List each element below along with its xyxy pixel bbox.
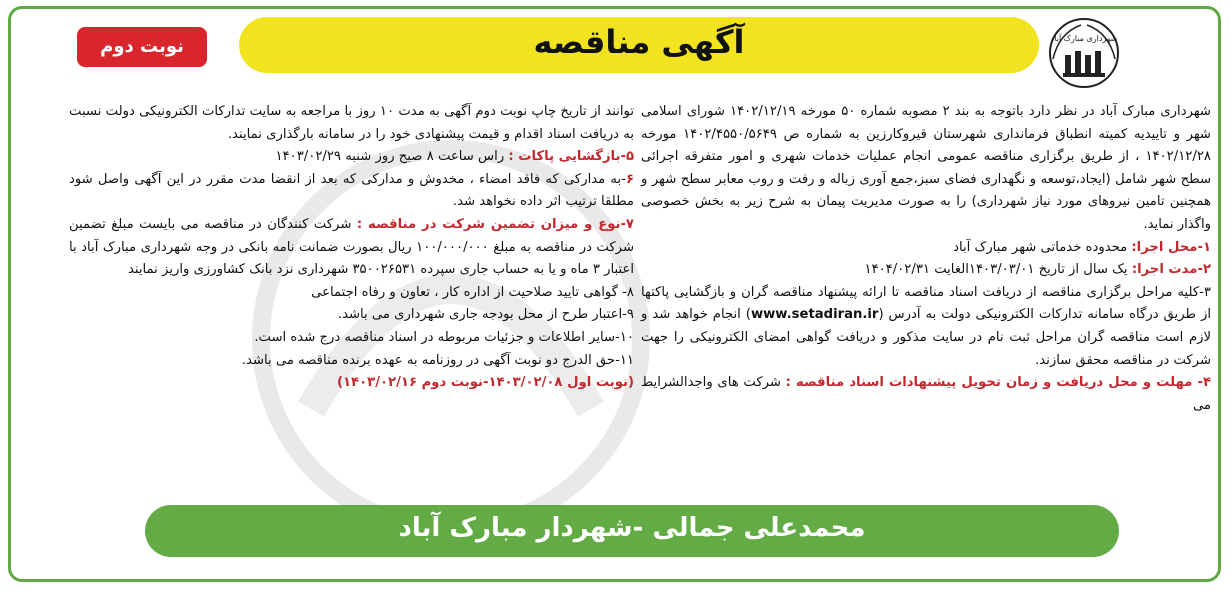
item-2-label: ۲-مدت اجرا: (1131, 262, 1211, 278)
svg-text:شهرداری مبارک آباد: شهرداری مبارک آباد (1050, 34, 1118, 43)
item-6 (69, 169, 634, 214)
item-6-text: -به مدارکی که فاقد امضاء ، مخدوش و مدارکی که بعد از انقضا مدت مقرر در این آگهی واصل شود مطلقا ترتیب اثر داده نخواهد شد. (69, 171, 634, 210)
item-3-text-2: ) انجام خواهد شد و لازم است مناقصه گران مراحل ثبت نام در سایت مذکور و دریافت گواهی امضای الکترونیکی را جهت شرکت در مناقصه محقق سازند. (641, 307, 1211, 368)
item-5 (69, 146, 634, 169)
right-column (641, 101, 1211, 417)
signature-bar (145, 505, 1119, 557)
item-9: ۹-اعتبار طرح از محل بودجه جاری شهرداری می باشد. (337, 307, 634, 323)
second-notice-badge: نوبت دوم (77, 27, 207, 67)
mayor-signature: محمدعلی جمالی -شهردار مبارک آباد (398, 513, 866, 543)
item-7-label: ۷-نوع و میزان تضمین شرکت در مناقصه : (356, 216, 634, 232)
intro-paragraph: شهرداری مبارک آباد در نظر دارد باتوجه به بند ۲ مصوبه شماره ۵۰ مورخه ۱۴۰۲/۱۲/۱۹ شورای اسلامی شهر و تاییدیه کمیته انطباق فرمانداری شهرستان قیروکارزین به شماره ص ۱۴۰۲/۴۵۵۰/۵۶۴۹ مورخه ۱۴۰۲/۱۲/۲۸ ، از طریق برگزاری مناقصه عمومی انجام عملیات خدمات شهری و امور متفرقه اجرائی سطح شهر شامل (ایجاد،توسعه و نگهداری فضای سبز،جمع آوری زباله و رفت و روب معابر سطح شهر و همچنین تامین نیروهای مورد نیاز شهرداری) را به صورت مدیریت پیمان به شرح زیر به بخش خصوصی واگذار نماید. (641, 104, 1211, 232)
item-5-text: راس ساعت ۸ صبح روز شنبه ۱۴۰۳/۰۲/۲۹ (275, 149, 505, 165)
item-7-text: شرکت کنندگان در مناقصه می بایست مبلغ تضمین شرکت در مناقصه به مبلغ ۱۰۰/۰۰۰/۰۰۰ ریال بصورت ضمانت نامه بانکی در وجه شهرداری مبارک آباد با اعتبار ۳ ماه و یا به حساب جاری سپرده ۳۵۰۰۲۶۵۳۱ شهرداری نزد بانک کشاورزی واریز نمایند (69, 216, 634, 278)
item-3-text: ۳-کلیه مراحل برگزاری مناقصه از دریافت اسناد مناقصه تا ارائه پیشنهاد مناقصه گران و بازگشایی پاکتها از طریق درگاه سامانه تدارکات الکترونیکی دولت به آدرس ( (641, 284, 1211, 323)
item-10: ۱۰-سایر اطلاعات و جزئیات مربوطه در اسناد مناقصه درج شده است. (254, 329, 634, 345)
logo-emblem-icon (1039, 13, 1129, 93)
item-1-text: محدوده خدماتی شهر مبارک آباد (953, 239, 1128, 255)
item-2-text: یک سال از تاریخ ۱۴۰۳/۰۳/۰۱الغایت ۱۴۰۴/۰۲/۳۱ (864, 262, 1128, 278)
page-title: آگهی مناقصه (533, 23, 745, 61)
item-2 (641, 259, 1211, 282)
item-4-label: ۴- مهلت و محل دریافت و زمان تحویل پیشنهادات اسناد مناقصه : (785, 375, 1212, 391)
item-7 (69, 214, 634, 282)
publication-dates: (نوبت اول ۱۴۰۳/۰۲/۰۸-نوبت دوم ۱۴۰۳/۰۲/۱۶) (336, 375, 634, 391)
left-column (69, 101, 634, 395)
setadiran-link[interactable]: www.setadiran.ir (750, 307, 879, 323)
notice-frame (8, 6, 1221, 582)
item-4 (641, 372, 1211, 417)
item-3 (641, 282, 1211, 372)
item-11: ۱۱-حق الدرج دو نوبت آگهی در روزنامه به عهده برنده مناقصه می باشد. (241, 352, 634, 368)
item-5-label: ۵-بازگشایی پاکات : (508, 149, 634, 165)
item-4-text: شرکت های واجدالشرایط می (641, 375, 1211, 413)
continuation-paragraph: توانند از تاریخ چاپ نوبت دوم آگهی به مدت ۱۰ روز با مراجعه به سایت تدارکات الکترونیکی دولت نسبت به دریافت اسناد اقدام و قیمت پیشنهادی خود را در سامانه بارگذاری نمایند. (69, 104, 634, 142)
item-1-label: ۱-محل اجرا: (1131, 239, 1211, 255)
item-8: ۸- گواهی تایید صلاحیت از اداره کار ، تعاون و رفاه اجتماعی (311, 284, 634, 300)
item-1 (641, 237, 1211, 260)
municipality-logo (1039, 13, 1129, 93)
header-bar (239, 17, 1039, 73)
item-6-number: ۶ (625, 171, 634, 187)
